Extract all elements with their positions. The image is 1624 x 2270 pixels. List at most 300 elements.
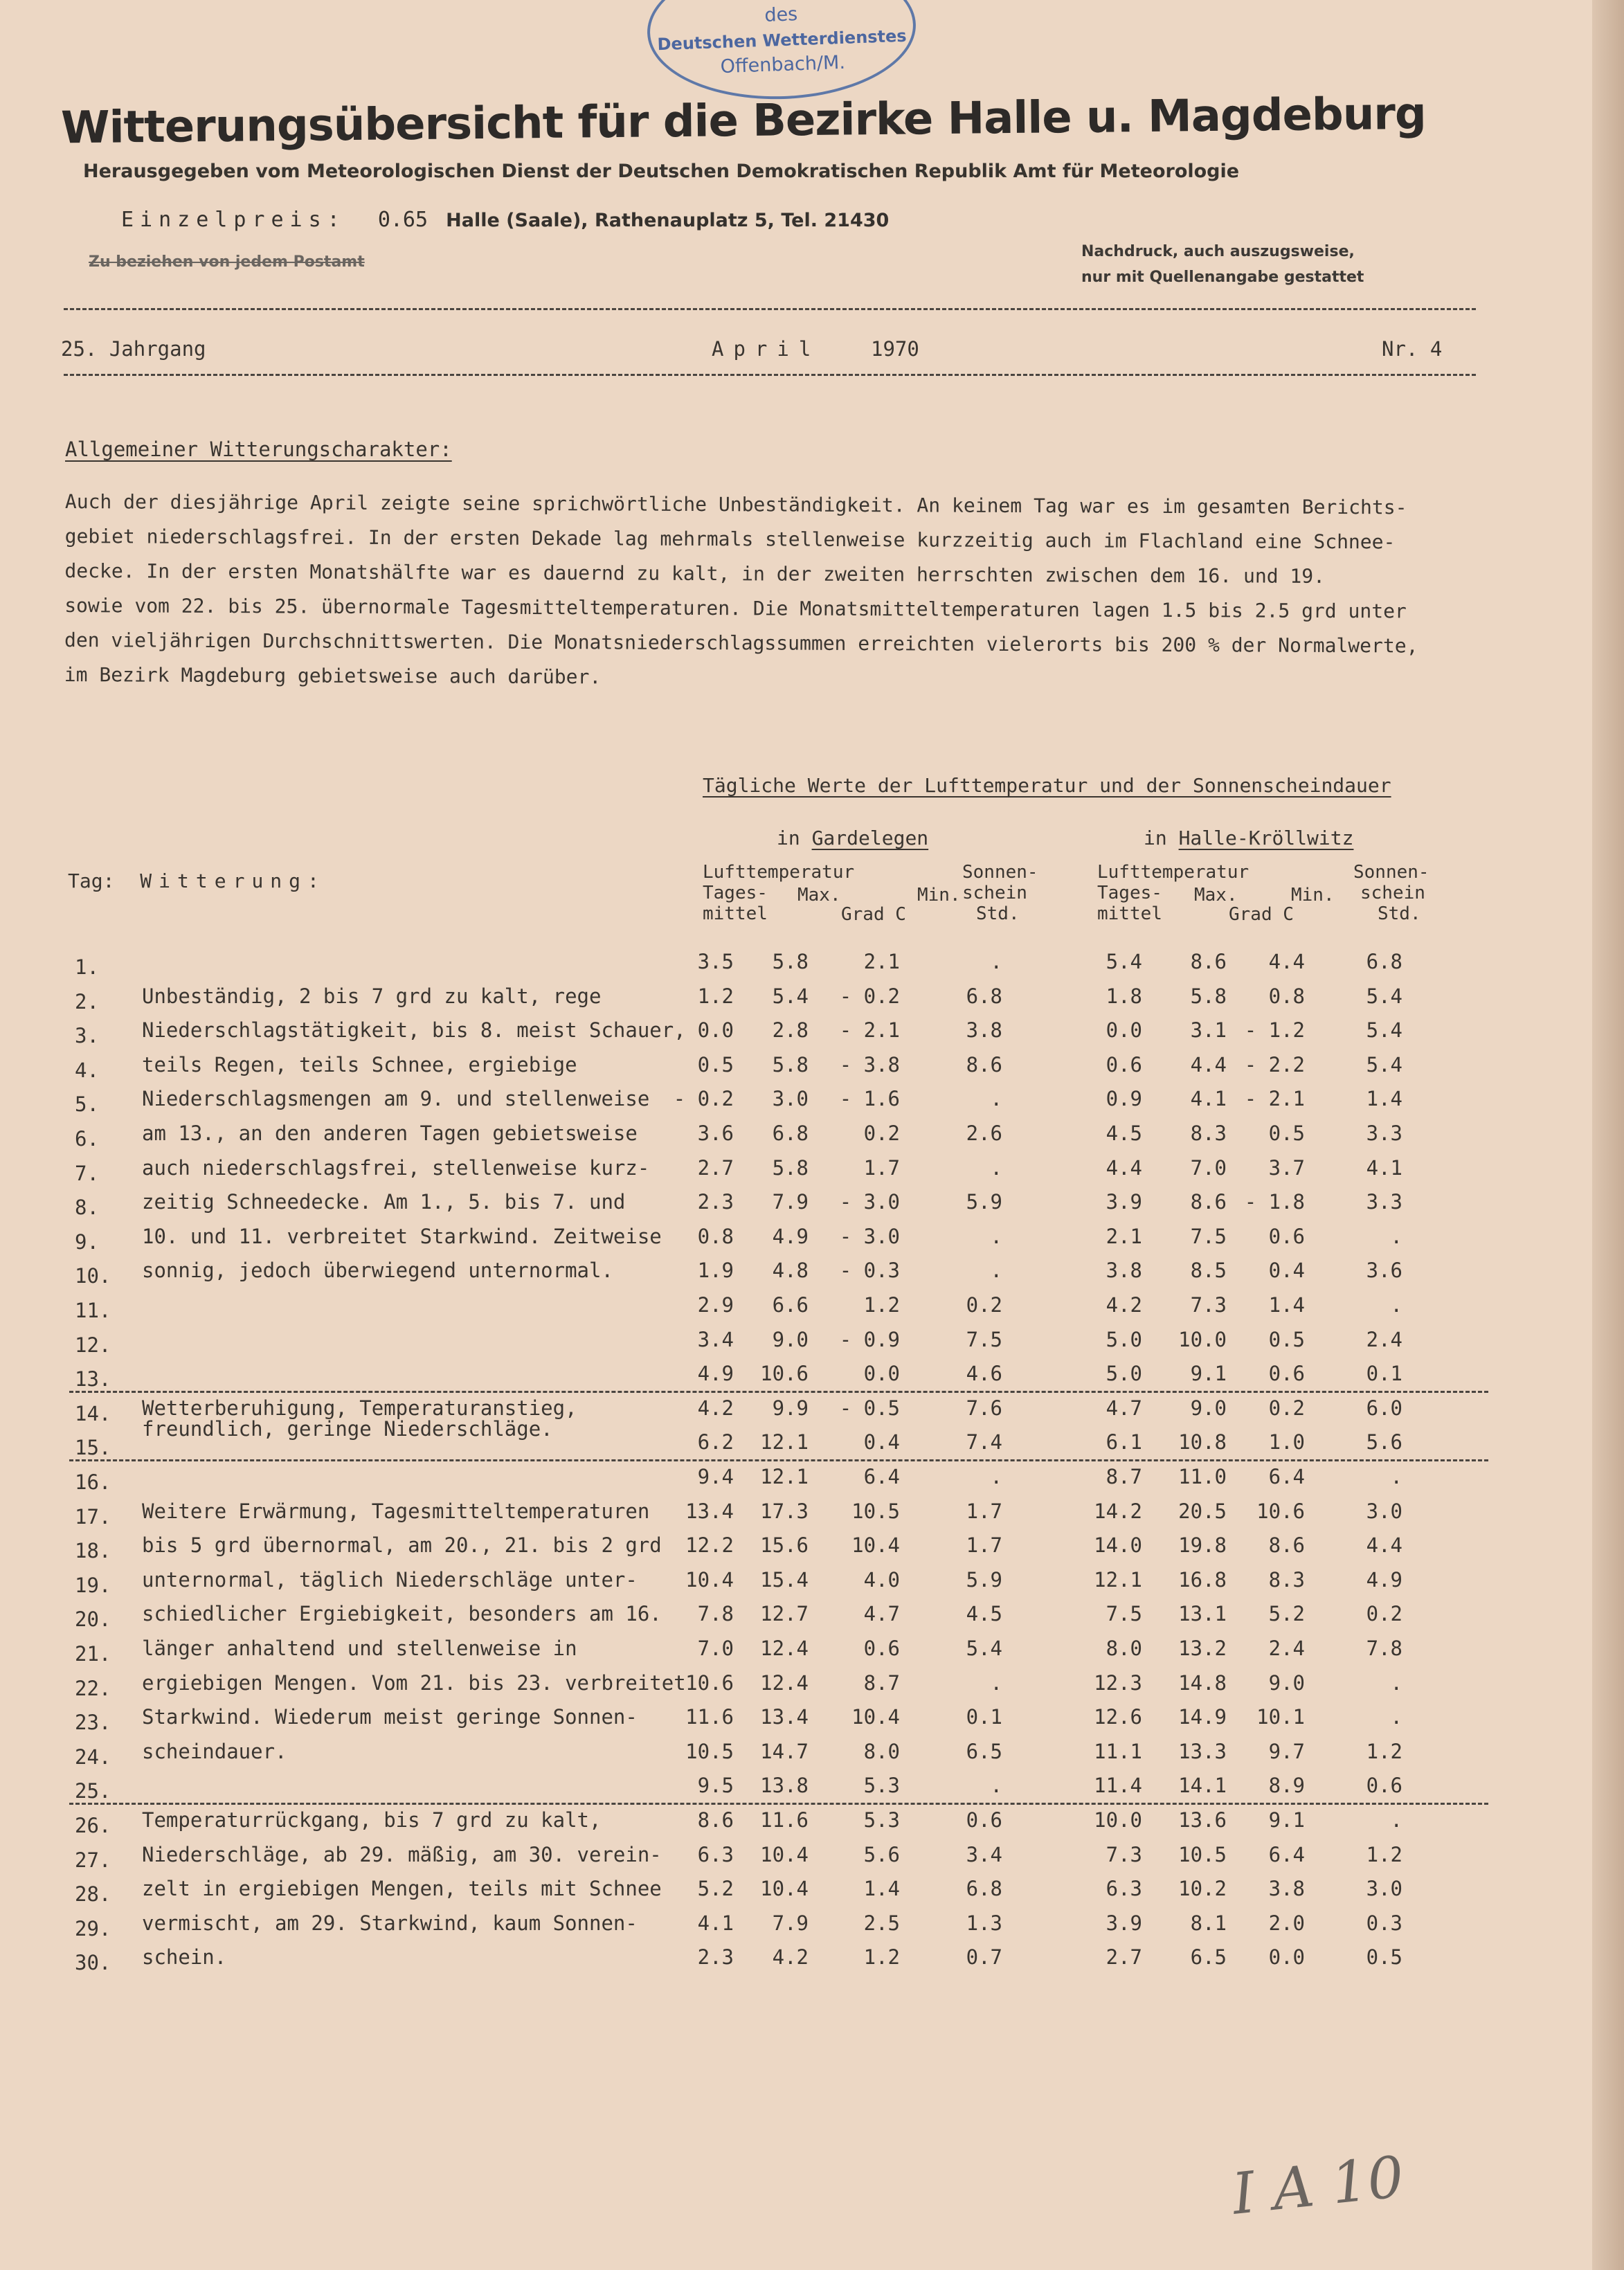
gardelegen-mittel-cell: 3.6 <box>697 1122 734 1145</box>
halle-min-cell: - 1.8 <box>1244 1190 1305 1214</box>
halle-min-cell: 0.5 <box>1268 1122 1305 1145</box>
gardelegen-sonne-cell: 5.4 <box>966 1637 1002 1660</box>
halle-mittel-cell: 6.1 <box>1106 1430 1142 1454</box>
location-prefix: in <box>777 827 800 849</box>
halle-max-cell: 13.6 <box>1178 1808 1227 1832</box>
day-number: 4. <box>75 1058 99 1082</box>
halle-sonne-cell: . <box>1390 1808 1402 1832</box>
gardelegen-mittel-cell: 5.2 <box>697 1877 734 1901</box>
halle-max-cell: 8.3 <box>1190 1122 1227 1145</box>
header-min-1: Min. <box>917 885 961 906</box>
gardelegen-mittel-cell: 10.6 <box>685 1670 734 1695</box>
day-number: 22. <box>75 1676 111 1700</box>
handwritten-archive-mark: I A 10 <box>1229 2144 1407 2228</box>
halle-sonne-cell: 5.4 <box>1366 984 1402 1008</box>
day-number: 5. <box>75 1092 99 1117</box>
gardelegen-max-cell: 5.8 <box>772 950 809 973</box>
gardelegen-max-cell: 12.7 <box>760 1602 809 1626</box>
gardelegen-max-cell: 9.9 <box>772 1396 809 1420</box>
halle-sonne-cell: 1.4 <box>1366 1087 1402 1111</box>
day-number: 23. <box>75 1711 111 1735</box>
halle-min-cell: 3.8 <box>1268 1877 1305 1901</box>
gardelegen-min-cell: - 3.0 <box>839 1190 900 1214</box>
halle-max-cell: 8.6 <box>1190 950 1227 973</box>
halle-max-cell: 13.2 <box>1178 1637 1227 1660</box>
halle-sonne-cell: 0.5 <box>1366 1945 1402 1970</box>
header-schein-2: schein <box>1360 883 1425 903</box>
halle-min-cell: 9.0 <box>1268 1670 1305 1695</box>
gardelegen-min-cell: - 3.8 <box>839 1052 900 1077</box>
gardelegen-max-cell: 3.0 <box>772 1087 809 1111</box>
publisher-line: Herausgegeben vom Meteorologischen Dienst der Deutschen Demokratischen Republik Amt für Meteorologie <box>83 161 1240 182</box>
halle-min-cell: 0.4 <box>1268 1259 1305 1283</box>
halle-sonne-cell: . <box>1390 1670 1402 1695</box>
price-value: 0.65 <box>377 208 428 232</box>
gardelegen-min-cell: 10.4 <box>851 1705 900 1729</box>
gardelegen-mittel-cell: 6.3 <box>697 1842 734 1866</box>
gardelegen-mittel-cell: - 0.2 <box>673 1087 734 1111</box>
day-number: 20. <box>75 1607 111 1632</box>
gardelegen-min-cell: 8.0 <box>863 1739 900 1763</box>
gardelegen-max-cell: 15.6 <box>760 1533 809 1558</box>
gardelegen-mittel-cell: 0.5 <box>697 1052 734 1077</box>
gardelegen-mittel-cell: 12.2 <box>685 1533 734 1558</box>
gardelegen-sonne-cell: 7.5 <box>966 1327 1002 1351</box>
gardelegen-min-cell: 4.0 <box>863 1567 900 1592</box>
halle-max-cell: 8.6 <box>1190 1190 1227 1214</box>
halle-sonne-cell: 5.4 <box>1366 1018 1402 1043</box>
halle-min-cell: - 2.2 <box>1244 1052 1305 1077</box>
gardelegen-max-cell: 5.8 <box>772 1052 809 1077</box>
halle-min-cell: 8.6 <box>1268 1533 1305 1558</box>
gardelegen-min-cell: - 0.9 <box>839 1327 900 1351</box>
gardelegen-mittel-cell: 11.6 <box>685 1705 734 1729</box>
gardelegen-sonne-cell: 7.6 <box>966 1396 1002 1420</box>
halle-min-cell: 9.1 <box>1268 1808 1305 1832</box>
weather-description-line: unternormal, täglich Niederschläge unter- <box>142 1567 638 1592</box>
halle-min-cell: 0.5 <box>1268 1327 1305 1351</box>
gardelegen-sonne-cell: . <box>990 950 1002 973</box>
gardelegen-max-cell: 15.4 <box>760 1567 809 1592</box>
halle-sonne-cell: 6.8 <box>1366 950 1402 973</box>
halle-min-cell: 0.2 <box>1268 1396 1305 1420</box>
general-line: den vieljährigen Durchschnittswerten. Die Monatsniederschlagssummen erreichten vielerorts bis 200 % der Normalwerte, <box>64 628 1418 658</box>
gardelegen-mittel-cell: 10.5 <box>685 1739 734 1763</box>
halle-max-cell: 16.8 <box>1178 1567 1227 1592</box>
gardelegen-max-cell: 4.8 <box>772 1259 809 1283</box>
stamp-line-1: des <box>764 3 798 26</box>
weather-description-line: scheindauer. <box>142 1739 287 1763</box>
day-number: 10. <box>75 1264 111 1288</box>
gardelegen-min-cell: 0.6 <box>863 1637 900 1660</box>
halle-sonne-cell: . <box>1390 1293 1402 1317</box>
general-line: im Bezirk Magdeburg gebietsweise auch darüber. <box>64 663 602 689</box>
halle-min-cell: 0.8 <box>1268 984 1305 1008</box>
issue-number: Nr. 4 <box>1382 337 1443 361</box>
weather-description-line: auch niederschlagsfrei, stellenweise kurz- <box>142 1155 650 1180</box>
gardelegen-min-cell: - 1.6 <box>839 1087 900 1111</box>
halle-sonne-cell: 3.3 <box>1366 1122 1402 1145</box>
gardelegen-mittel-cell: 7.0 <box>697 1637 734 1660</box>
gardelegen-max-cell: 12.1 <box>760 1430 809 1454</box>
header-tages-1: Tages- <box>703 883 768 903</box>
halle-max-cell: 6.5 <box>1190 1945 1227 1970</box>
halle-max-cell: 4.4 <box>1190 1052 1227 1077</box>
header-lufttemp-2: Lufttemperatur <box>1097 862 1249 883</box>
gardelegen-min-cell: 6.4 <box>863 1465 900 1488</box>
header-std-2: Std. <box>1378 903 1421 924</box>
halle-sonne-cell: 4.1 <box>1366 1155 1402 1180</box>
gardelegen-max-cell: 12.4 <box>760 1637 809 1660</box>
halle-sonne-cell: 3.0 <box>1366 1499 1402 1523</box>
halle-mittel-cell: 8.0 <box>1106 1637 1142 1660</box>
weather-description-line: Weitere Erwärmung, Tagesmitteltemperaturen <box>142 1499 650 1523</box>
gardelegen-sonne-cell: 5.9 <box>966 1190 1002 1214</box>
halle-mittel-cell: 8.7 <box>1106 1465 1142 1488</box>
halle-mittel-cell: 11.4 <box>1094 1774 1142 1798</box>
gardelegen-max-cell: 13.8 <box>760 1774 809 1798</box>
weather-description-line: Starkwind. Wiederum meist geringe Sonnen- <box>142 1705 638 1729</box>
halle-mittel-cell: 3.9 <box>1106 1911 1142 1935</box>
halle-min-cell: 8.3 <box>1268 1567 1305 1592</box>
gardelegen-sonne-cell: 2.6 <box>966 1122 1002 1145</box>
gardelegen-sonne-cell: 8.6 <box>966 1052 1002 1077</box>
address: Halle (Saale), Rathenauplatz 5, Tel. 21430 <box>446 210 890 231</box>
gardelegen-sonne-cell: . <box>990 1259 1002 1283</box>
gardelegen-sonne-cell: 3.8 <box>966 1018 1002 1043</box>
weather-description-line: Niederschläge, ab 29. mäßig, am 30. verein- <box>142 1842 662 1866</box>
halle-max-cell: 19.8 <box>1178 1533 1227 1558</box>
halle-mittel-cell: 0.9 <box>1106 1087 1142 1111</box>
day-number: 7. <box>75 1161 99 1185</box>
halle-max-cell: 3.1 <box>1190 1018 1227 1043</box>
gardelegen-sonne-cell: . <box>990 1224 1002 1248</box>
header-mittel-2: mittel <box>1097 903 1162 924</box>
table-caption: Tägliche Werte der Lufttemperatur und der Sonnenscheindauer <box>703 774 1391 797</box>
halle-sonne-cell: 6.0 <box>1366 1396 1402 1420</box>
gardelegen-max-cell: 4.9 <box>772 1224 809 1248</box>
gardelegen-sonne-cell: 1.3 <box>966 1911 1002 1935</box>
gardelegen-mittel-cell: 0.8 <box>697 1224 734 1248</box>
day-number: 2. <box>75 989 99 1014</box>
halle-sonne-cell: 7.8 <box>1366 1637 1402 1660</box>
gardelegen-min-cell: - 0.5 <box>839 1396 900 1420</box>
gardelegen-min-cell: 4.7 <box>863 1602 900 1626</box>
gardelegen-sonne-cell: 0.2 <box>966 1293 1002 1317</box>
halle-mittel-cell: 14.2 <box>1094 1499 1142 1523</box>
gardelegen-min-cell: 1.2 <box>863 1293 900 1317</box>
halle-sonne-cell: 0.3 <box>1366 1911 1402 1935</box>
general-line: Auch der diesjährige April zeigte seine sprichwörtliche Unbeständigkeit. An keinem Tag war es im gesamten Berichts- <box>64 489 1407 519</box>
gardelegen-max-cell: 5.8 <box>772 1155 809 1180</box>
halle-max-cell: 7.3 <box>1190 1293 1227 1317</box>
gardelegen-min-cell: 1.2 <box>863 1945 900 1970</box>
weather-description-line: am 13., an den anderen Tagen gebietsweise <box>142 1122 638 1145</box>
halle-max-cell: 13.1 <box>1178 1602 1227 1626</box>
gardelegen-min-cell: - 0.2 <box>839 984 900 1008</box>
gardelegen-min-cell: 0.2 <box>863 1122 900 1145</box>
gardelegen-mittel-cell: 2.9 <box>697 1293 734 1317</box>
gardelegen-sonne-cell: 3.4 <box>966 1842 1002 1866</box>
day-number: 29. <box>75 1916 111 1940</box>
gardelegen-mittel-cell: 1.2 <box>697 984 734 1008</box>
halle-max-cell: 7.5 <box>1190 1224 1227 1248</box>
gardelegen-mittel-cell: 0.0 <box>697 1018 734 1043</box>
halle-min-cell: 6.4 <box>1268 1465 1305 1488</box>
gardelegen-sonne-cell: 6.8 <box>966 1877 1002 1901</box>
halle-mittel-cell: 12.3 <box>1094 1670 1142 1695</box>
halle-min-cell: 9.7 <box>1268 1739 1305 1763</box>
halle-min-cell: - 2.1 <box>1244 1087 1305 1111</box>
day-number: 24. <box>75 1745 111 1769</box>
halle-mittel-cell: 1.8 <box>1106 984 1142 1008</box>
gardelegen-sonne-cell: 1.7 <box>966 1499 1002 1523</box>
halle-sonne-cell: . <box>1390 1705 1402 1729</box>
header-schein-1: schein <box>962 883 1027 903</box>
halle-mittel-cell: 14.0 <box>1094 1533 1142 1558</box>
gardelegen-sonne-cell: 1.7 <box>966 1533 1002 1558</box>
gardelegen-mittel-cell: 8.6 <box>697 1808 734 1832</box>
price-label: Einzelpreis: <box>121 208 346 232</box>
gardelegen-max-cell: 14.7 <box>760 1739 809 1763</box>
weather-description-line: zeitig Schneedecke. Am 1., 5. bis 7. und <box>142 1190 626 1214</box>
halle-sonne-cell: 0.2 <box>1366 1602 1402 1626</box>
halle-mittel-cell: 4.4 <box>1106 1155 1142 1180</box>
gardelegen-max-cell: 6.6 <box>772 1293 809 1317</box>
weather-description-line: Niederschlagsmengen am 9. und stellenweise <box>142 1087 650 1111</box>
halle-min-cell: 8.9 <box>1268 1774 1305 1798</box>
day-number: 21. <box>75 1642 111 1666</box>
header-sonnen-2: Sonnen- <box>1353 862 1429 883</box>
period-separator <box>69 1803 1488 1805</box>
halle-max-cell: 10.0 <box>1178 1327 1227 1351</box>
halle-mittel-cell: 2.1 <box>1106 1224 1142 1248</box>
gardelegen-min-cell: - 2.1 <box>839 1018 900 1043</box>
halle-sonne-cell: 3.3 <box>1366 1190 1402 1214</box>
halle-mittel-cell: 12.1 <box>1094 1567 1142 1592</box>
gardelegen-min-cell: 2.5 <box>863 1911 900 1935</box>
halle-min-cell: 3.7 <box>1268 1155 1305 1180</box>
gardelegen-sonne-cell: . <box>990 1774 1002 1798</box>
day-number: 8. <box>75 1196 99 1220</box>
halle-min-cell: 1.0 <box>1268 1430 1305 1454</box>
day-number: 25. <box>75 1779 111 1803</box>
gardelegen-sonne-cell: . <box>990 1087 1002 1111</box>
gardelegen-min-cell: 5.3 <box>863 1808 900 1832</box>
weather-description-line: zelt in ergiebigen Mengen, teils mit Schnee <box>142 1877 662 1901</box>
gardelegen-min-cell: 0.0 <box>863 1362 900 1386</box>
halle-max-cell: 5.8 <box>1190 984 1227 1008</box>
halle-min-cell: 4.4 <box>1268 950 1305 973</box>
halle-max-cell: 20.5 <box>1178 1499 1227 1523</box>
header-gradc-2: Grad C <box>1229 904 1294 925</box>
weather-description-line: 10. und 11. verbreitet Starkwind. Zeitweise <box>142 1224 662 1248</box>
gardelegen-sonne-cell: 6.8 <box>966 984 1002 1008</box>
header-tages-2: Tages- <box>1097 883 1162 903</box>
halle-max-cell: 8.1 <box>1190 1911 1227 1935</box>
stamp-line-2: Deutschen Wetterdienstes <box>657 26 908 55</box>
gardelegen-max-cell: 9.0 <box>772 1327 809 1351</box>
header-gradc-1: Grad C <box>841 904 906 925</box>
gardelegen-mittel-cell: 2.7 <box>697 1155 734 1180</box>
gardelegen-sonne-cell: 5.9 <box>966 1567 1002 1592</box>
period-separator <box>69 1391 1488 1393</box>
day-number: 17. <box>75 1504 111 1529</box>
column-header-weather: Witterung: <box>140 870 326 892</box>
weather-description-line: Niederschlagstätigkeit, bis 8. meist Schauer, <box>142 1018 686 1043</box>
halle-mittel-cell: 2.7 <box>1106 1945 1142 1970</box>
gardelegen-min-cell: 5.6 <box>863 1842 900 1866</box>
struck-subscription-note: Zu beziehen von jedem Postamt <box>89 253 365 271</box>
reprint-line-2: nur mit Quellenangabe gestattet <box>1081 269 1364 286</box>
day-number: 18. <box>75 1539 111 1563</box>
gardelegen-max-cell: 11.6 <box>760 1808 809 1832</box>
day-number: 30. <box>75 1951 111 1975</box>
halle-sonne-cell: 1.2 <box>1366 1739 1402 1763</box>
halle-max-cell: 10.2 <box>1178 1877 1227 1901</box>
gardelegen-sonne-cell: 0.1 <box>966 1705 1002 1729</box>
gardelegen-sonne-cell: 4.6 <box>966 1362 1002 1386</box>
gardelegen-min-cell: - 3.0 <box>839 1224 900 1248</box>
gardelegen-mittel-cell: 9.4 <box>697 1465 734 1488</box>
halle-mittel-cell: 7.5 <box>1106 1602 1142 1626</box>
document-title: Witterungsübersicht für die Bezirke Halle u. Magdeburg <box>60 88 1427 154</box>
weather-description-line: schein. <box>142 1945 227 1970</box>
weather-description-line: ergiebigen Mengen. Vom 21. bis 23. verbreitet <box>142 1670 686 1695</box>
weather-description-line: freundlich, geringe Niederschläge. <box>142 1416 553 1441</box>
header-lufttemp-1: Lufttemperatur <box>703 862 855 883</box>
gardelegen-sonne-cell: 7.4 <box>966 1430 1002 1454</box>
halle-sonne-cell: . <box>1390 1224 1402 1248</box>
weather-description-line: länger anhaltend und stellenweise in <box>142 1637 577 1660</box>
gardelegen-min-cell: 1.7 <box>863 1155 900 1180</box>
halle-min-cell: 2.4 <box>1268 1637 1305 1660</box>
gardelegen-sonne-cell: 0.7 <box>966 1945 1002 1970</box>
day-number: 26. <box>75 1814 111 1837</box>
volume: 25. Jahrgang <box>61 337 206 361</box>
gardelegen-sonne-cell: . <box>990 1670 1002 1695</box>
weather-description-line: schiedlicher Ergiebigkeit, besonders am 16. <box>142 1602 662 1626</box>
halle-sonne-cell: 1.2 <box>1366 1842 1402 1866</box>
general-line: decke. In der ersten Monatshälfte war es dauernd zu kalt, in der zweiten herrschten zwischen dem 16. und 19. <box>64 559 1326 588</box>
gardelegen-max-cell: 6.8 <box>772 1122 809 1145</box>
halle-sonne-cell: 3.0 <box>1366 1877 1402 1901</box>
header-min-2: Min. <box>1291 885 1335 906</box>
gardelegen-min-cell: 0.4 <box>863 1430 900 1454</box>
gardelegen-sonne-cell: 4.5 <box>966 1602 1002 1626</box>
gardelegen-min-cell: 10.4 <box>851 1533 900 1558</box>
halle-min-cell: 5.2 <box>1268 1602 1305 1626</box>
header-max-1: Max. <box>797 885 841 906</box>
day-number: 19. <box>75 1573 111 1597</box>
gardelegen-sonne-cell: . <box>990 1155 1002 1180</box>
gardelegen-mittel-cell: 7.8 <box>697 1602 734 1626</box>
halle-mittel-cell: 0.6 <box>1106 1052 1142 1077</box>
halle-sonne-cell: 4.4 <box>1366 1533 1402 1558</box>
gardelegen-min-cell: 1.4 <box>863 1877 900 1901</box>
general-line: sowie vom 22. bis 25. übernormale Tagesmitteltemperaturen. Die Monatsmitteltemperaturen lagen 1.5 bis 2.5 grd unter <box>64 593 1407 623</box>
stamp-line-3: Offenbach/M. <box>720 51 846 78</box>
halle-sonne-cell: 0.1 <box>1366 1362 1402 1386</box>
halle-sonne-cell: 3.6 <box>1366 1259 1402 1283</box>
halle-max-cell: 13.3 <box>1178 1739 1227 1763</box>
gardelegen-mittel-cell: 1.9 <box>697 1259 734 1283</box>
weather-description-line: bis 5 grd übernormal, am 20., 21. bis 2 grd <box>142 1533 662 1558</box>
header-sonnen-1: Sonnen- <box>962 862 1038 883</box>
halle-min-cell: 0.6 <box>1268 1362 1305 1386</box>
halle-mittel-cell: 6.3 <box>1106 1877 1142 1901</box>
station-name-halle: Halle-Kröllwitz <box>1178 827 1354 849</box>
gardelegen-mittel-cell: 4.1 <box>697 1911 734 1935</box>
halle-mittel-cell: 0.0 <box>1106 1018 1142 1043</box>
gardelegen-mittel-cell: 3.5 <box>697 950 734 973</box>
halle-sonne-cell: 0.6 <box>1366 1774 1402 1798</box>
gardelegen-max-cell: 12.1 <box>760 1465 809 1488</box>
gardelegen-max-cell: 10.4 <box>760 1842 809 1866</box>
issue-year: 1970 <box>871 337 919 361</box>
gardelegen-max-cell: 5.4 <box>772 984 809 1008</box>
halle-mittel-cell: 10.0 <box>1094 1808 1142 1832</box>
gardelegen-mittel-cell: 3.4 <box>697 1327 734 1351</box>
halle-max-cell: 10.5 <box>1178 1842 1227 1866</box>
station-name-gardelegen: Gardelegen <box>811 827 929 849</box>
gardelegen-mittel-cell: 9.5 <box>697 1774 734 1798</box>
gardelegen-max-cell: 10.6 <box>760 1362 809 1386</box>
halle-mittel-cell: 4.2 <box>1106 1293 1142 1317</box>
gardelegen-max-cell: 7.9 <box>772 1190 809 1214</box>
day-number: 15. <box>75 1436 111 1460</box>
halle-mittel-cell: 11.1 <box>1094 1739 1142 1763</box>
halle-sonne-cell: 4.9 <box>1366 1567 1402 1592</box>
gardelegen-max-cell: 4.2 <box>772 1945 809 1970</box>
halle-max-cell: 14.9 <box>1178 1705 1227 1729</box>
weather-description-line: Temperaturrückgang, bis 7 grd zu kalt, <box>142 1808 602 1832</box>
halle-min-cell: 0.0 <box>1268 1945 1305 1970</box>
halle-min-cell: 2.0 <box>1268 1911 1305 1935</box>
halle-max-cell: 14.8 <box>1178 1670 1227 1695</box>
halle-mittel-cell: 4.7 <box>1106 1396 1142 1420</box>
halle-mittel-cell: 3.8 <box>1106 1259 1142 1283</box>
day-number: 13. <box>75 1367 111 1391</box>
section-heading: Allgemeiner Witterungscharakter: <box>65 438 452 461</box>
weather-description-line: vermischt, am 29. Starkwind, kaum Sonnen- <box>142 1911 638 1935</box>
gardelegen-mittel-cell: 2.3 <box>697 1945 734 1970</box>
halle-min-cell: 1.4 <box>1268 1293 1305 1317</box>
gardelegen-sonne-cell: . <box>990 1465 1002 1488</box>
gardelegen-max-cell: 7.9 <box>772 1911 809 1935</box>
gardelegen-mittel-cell: 10.4 <box>685 1567 734 1592</box>
general-line: gebiet niederschlagsfrei. In der ersten Dekade lag mehrmals stellenweise kurzzeitig auch im Flachland eine Schnee- <box>64 524 1396 554</box>
halle-max-cell: 9.1 <box>1190 1362 1227 1386</box>
day-number: 12. <box>75 1333 111 1357</box>
day-number: 14. <box>75 1401 111 1425</box>
gardelegen-mittel-cell: 2.3 <box>697 1190 734 1214</box>
day-number: 9. <box>75 1229 99 1254</box>
location-prefix: in <box>1144 827 1167 849</box>
day-number: 3. <box>75 1024 99 1048</box>
gardelegen-max-cell: 12.4 <box>760 1670 809 1695</box>
day-number: 6. <box>75 1127 99 1151</box>
halle-mittel-cell: 5.0 <box>1106 1362 1142 1386</box>
day-number: 11. <box>75 1299 111 1322</box>
halle-max-cell: 8.5 <box>1190 1259 1227 1283</box>
gardelegen-min-cell: 10.5 <box>851 1499 900 1523</box>
day-number: 27. <box>75 1848 111 1872</box>
gardelegen-mittel-cell: 6.2 <box>697 1430 734 1454</box>
issue-month: April <box>712 337 821 361</box>
gardelegen-max-cell: 17.3 <box>760 1499 809 1523</box>
reprint-line-1: Nachdruck, auch auszugsweise, <box>1081 243 1355 260</box>
